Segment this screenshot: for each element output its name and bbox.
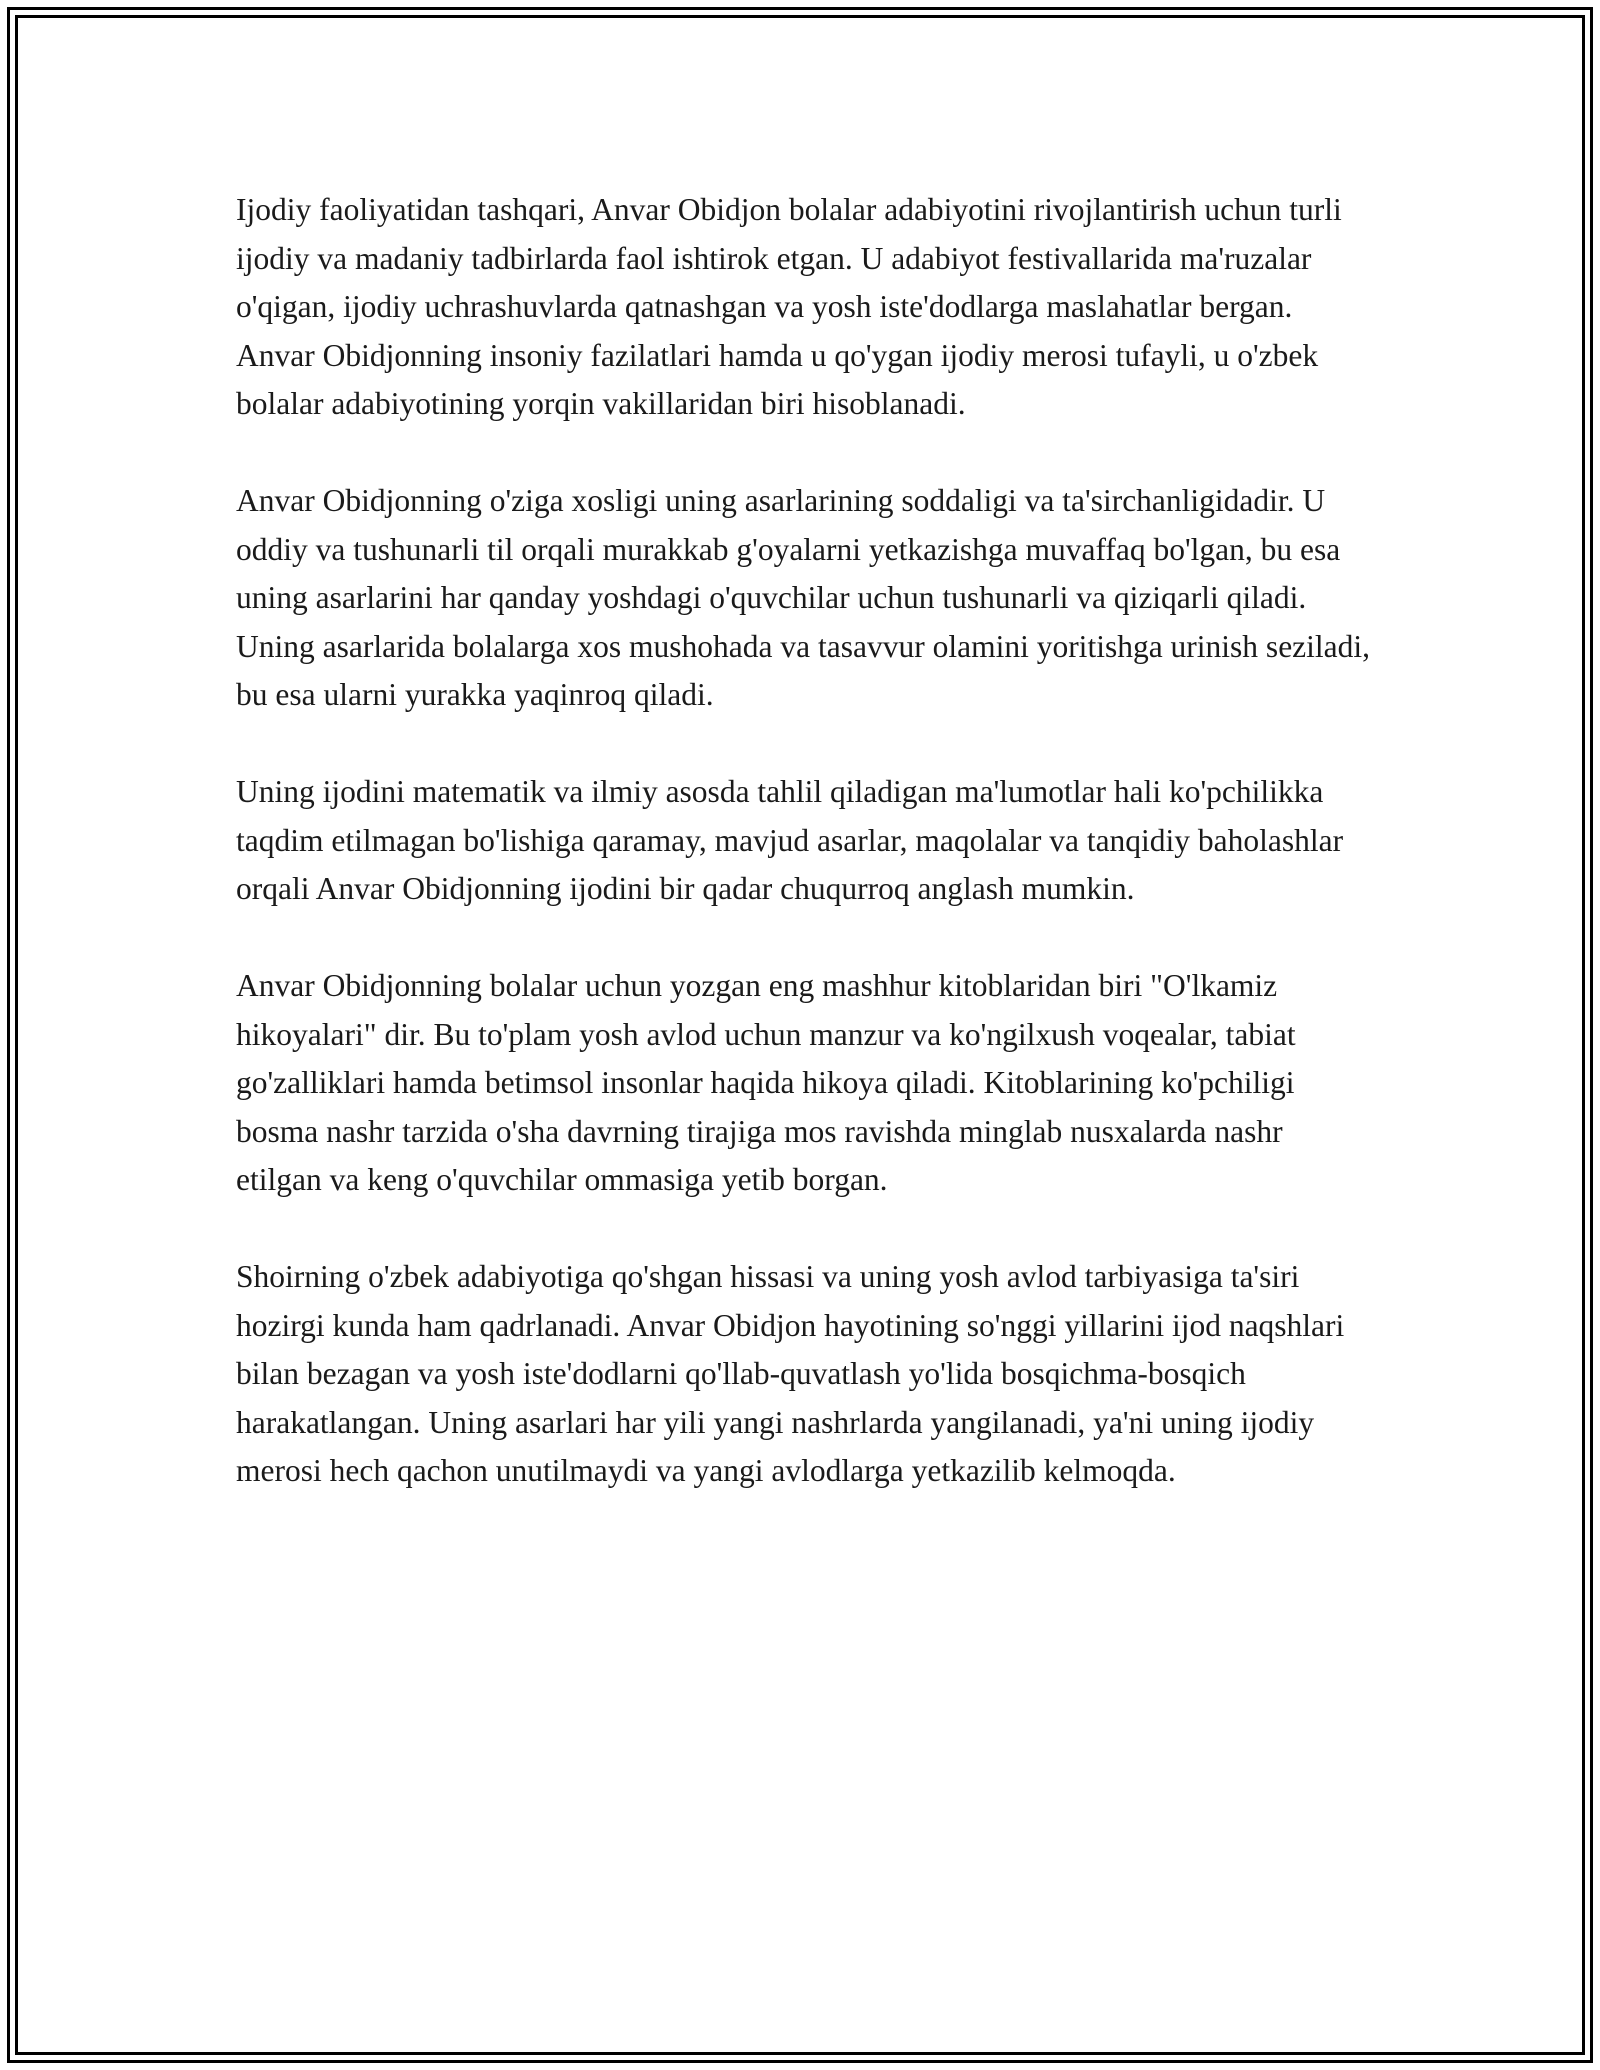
document-body	[236, 186, 1376, 1496]
paragraph-2: Anvar Obidjonning o'ziga xosligi uning asarlarining soddaligi va ta'sirchanligidadir. U oddiy va tushunarli til orqali murakkab g'oyalarni yetkazishga muvaffaq bo'lgan, bu esa uning asarlarini har qanday yoshdagi o'quvchilar uchun tushunarli va qiziqarli qiladi. Uning asarlarida bolalarga xos mushohada va tasavvur olamini yoritishga urinish seziladi, bu esa ularni yurakka yaqinroq qiladi.	[236, 483, 1371, 712]
paragraph-3: Uning ijodini matematik va ilmiy asosda tahlil qiladigan ma'lumotlar hali ko'pchilikka taqdim etilmagan bo'lishiga qaramay, mavjud asarlar, maqolalar va tanqidiy baholashlar orqali Anvar Obidjonning ijodini bir qadar chuqurroq anglash mumkin.	[236, 774, 1344, 906]
paragraph-4: Anvar Obidjonning bolalar uchun yozgan eng mashhur kitoblaridan biri "O'lkamiz hikoyalari" dir. Bu to'plam yosh avlod uchun manzur va ko'ngilxush voqealar, tabiat go'zalliklari hamda betimsol insonlar haqida hikoya qiladi. Kitoblarining ko'pchiligi bosma nashr tarzida o'sha davrning tirajiga mos ravishda minglab nusxalarda nashr etilgan va keng o'quvchilar ommasiga yetib borgan.	[236, 968, 1296, 1197]
paragraph-5: Shoirning o'zbek adabiyotiga qo'shgan hissasi va uning yosh avlod tarbiyasiga ta'siri hozirgi kunda ham qadrlanadi. Anvar Obidjon hayotining so'nggi yillarini ijod naqshlari bilan bezagan va yosh iste'dodlarni qo'llab-quvatlash yo'lida bosqichma-bosqich harakatlangan. Uning asarlari har yili yangi nashrlarda yangilanadi, ya'ni uning ijodiy merosi hech qachon unutilmaydi va yangi avlodlarga yetkazilib kelmoqda.	[236, 1259, 1345, 1488]
paragraph-1: Ijodiy faoliyatidan tashqari, Anvar Obidjon bolalar adabiyotini rivojlantirish uchun turli ijodiy va madaniy tadbirlarda faol ishtirok etgan. U adabiyot festivallarida ma'ruzalar o'qigan, ijodiy uchrashuvlarda qatnashgan va yosh iste'dodlarga maslahatlar bergan. Anvar Obidjonning insoniy fazilatlari hamda u qo'ygan ijodiy merosi tufayli, u o'zbek bolalar adabiyotining yorqin vakillaridan biri hisoblanadi.	[236, 192, 1342, 421]
